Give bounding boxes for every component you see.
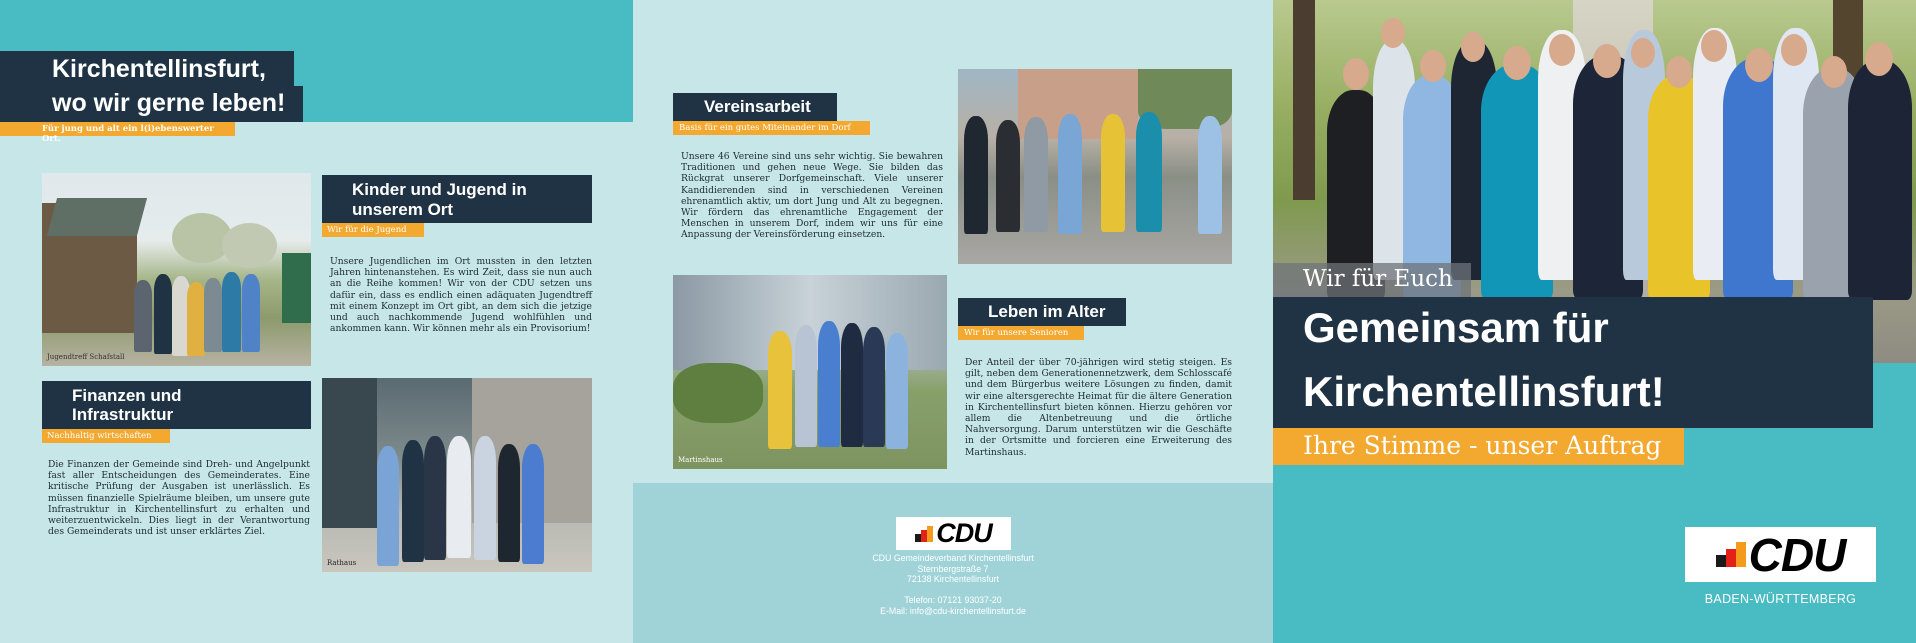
right-headline-line-1: Gemeinsam für [1303,304,1609,351]
kids-subtitle [322,223,424,237]
person [498,444,520,562]
kicker-box [1273,263,1471,297]
person [1198,116,1222,234]
photo-shrubs [673,363,763,423]
person-head [1865,42,1893,76]
kicker-text: Wir für Euch [1303,266,1453,292]
right-headline-line-2: Kirchentellinsfurt! [1303,368,1665,415]
seniors-subtitle-text: Wir für unsere Senioren [964,328,1069,338]
contact-street: Sternbergstraße 7 [917,563,989,574]
kids-body-text: Unsere Jugendlichen im Ort mussten in den letzten Jahren hintenanstehen. Es wird Zeit, dass sie nun auch an die Reihe kommen! Wir von der CDU setzen uns dafür ein, dass es endlich einen adäquaten Jugendtreff mit einem Konzept im Ort gibt, an dem sich die jetzige und auch nachkommende Jugend wohlfühlen und ankommen kann. Wir können mehr als ein Provisorium! [330,256,592,335]
contact-block [633,483,1273,643]
person [222,272,241,352]
town-hall-photo [322,378,592,572]
person [1848,60,1912,300]
left-tagline [0,122,235,144]
clubs-title: Vereinsarbeit [704,97,811,116]
person [841,323,863,447]
seniors-title: Leben im Alter [988,302,1106,321]
person [187,282,205,356]
person [424,436,446,560]
slogan-text: Ihre Stimme - unser Auftrag [1303,431,1662,460]
person-head [1701,30,1727,62]
person [474,436,496,560]
person [818,321,840,447]
cdu-logo-stripes-icon [915,526,933,542]
photo-tree-2 [222,223,277,268]
town-hall-photo-caption: Rathaus [327,559,357,567]
cdu-logo-small [896,517,1011,550]
photo-roof [47,198,147,236]
person [1058,114,1082,234]
person-head [1503,46,1531,80]
seniors-subtitle [958,326,1084,340]
middle-panel [633,0,1273,643]
kids-title-line-1: Kinder und Jugend in [352,180,527,199]
finance-subtitle [42,429,170,443]
kids-title-line-2: unserem Ort [352,200,454,219]
cdu-logo-large [1685,527,1876,582]
person-head [1593,44,1621,78]
photo-building-glass [322,378,377,528]
person [1136,112,1162,232]
person-head [1461,32,1485,62]
clubs-subtitle-text: Basis für ein gutes Miteinander im Dorf [679,123,851,133]
finance-body-text: Die Finanzen der Gemeinde sind Dreh- und Angelpunkt fast aller Entscheidungen des Gemeinderates. Eine kritische Prüfung der Ausgaben ist unerlässlich. Es müssen finanzielle Spielräume bleiben, um unsere gute Infrastruktur in Kirchentellinsfurt zu erhalten und weiterzuentwickeln. Dies liegt in der Verantwortung des Gemeinderats und ist unser erklärtes Ziel. [48,459,310,538]
person-head [1821,56,1847,88]
person-head [1549,34,1575,66]
region-label: BADEN-WÜRTTEMBERG [1704,592,1857,606]
contact-email[interactable]: E-Mail: info@cdu-kirchentellinsfurt.de [880,605,1026,616]
person-head [1420,50,1446,82]
right-panel [1273,0,1916,643]
person-head [1343,58,1369,90]
clubs-body-text: Unsere 46 Vereine sind uns sehr wichtig. Sie bewahren Traditionen und gehen neue Wege. Sie bilden das Rückgrat unserer Dorfgemeinschaft. Viele unserer Kandidierenden sind in verschiedenen Vereinen ehrenamtlich aktiv, um dort Jung und Alt zu begegnen. Wir fördern das ehrenamtliche Engagement der Menschen in unserem Dorf, indem wir uns für eine Anpassung der Vereinsförderung einsetzen. [681,151,943,241]
photo-container [282,253,311,323]
finance-title-line-2: Infrastruktur [72,405,174,424]
person [522,444,544,564]
person [996,120,1020,232]
clubs-subtitle [673,121,870,135]
person [964,116,988,234]
person [377,446,399,566]
person-head [1666,56,1692,88]
person-head [1631,38,1655,68]
contact-org: CDU Gemeindeverband Kirchentellinsfurt [872,553,1034,563]
group-people [1273,0,1916,300]
martinshaus-photo-caption: Martinshaus [678,456,723,464]
person [154,274,172,354]
youth-club-photo [42,173,311,366]
left-headline-line-2: wo wir gerne leben! [52,89,286,117]
contact-lines [633,553,1273,617]
seniors-body-text: Der Anteil der über 70-jährigen wird stetig steigen. Es gilt, neben dem Generationennetzwerk, dem Schlosscafé und dem Bürgerbus weitere Lösungen zu finden, damit wir eine altersgerechte Heimat für die ältere Generation in Kirchentellinsfurt bieten können. Hierzu gehören vor allem die Altenbetreuung und die örtliche Nahversorgung. Darum unterstützen wir die Geschäfte in der Ortsmitte und forcieren eine Erweiterung des Martinshaus. [965,357,1232,458]
person [1101,114,1125,232]
person [795,325,817,447]
cdu-logo-small-text: CDU [936,518,992,548]
contact-phone: Telefon: 07121 93037-20 [904,595,1002,606]
person [1024,117,1048,232]
person-head [1745,48,1773,82]
person [204,278,222,352]
contact-city: 72138 Kirchentellinsfurt [907,574,999,585]
person [134,280,152,352]
person [768,331,792,449]
person [447,436,471,558]
left-tagline-text: Für jung und alt ein l(i)ebenswerter Ort. [42,124,214,144]
left-panel [0,0,633,643]
contact-spacer [633,585,1273,596]
person [242,274,260,352]
kids-subtitle-text: Wir für die Jugend [327,225,407,235]
person-head [1381,18,1405,48]
person-head [1781,34,1807,66]
person [863,327,885,447]
person [886,333,908,449]
slogan-box [1273,428,1684,465]
person [402,440,424,562]
martinshaus-photo [673,275,947,469]
clubs-photo [958,69,1232,264]
cdu-logo-large-text: CDU [1748,528,1846,581]
youth-club-photo-caption: Jugendtreff Schafstall [47,353,125,361]
left-headline-line-1: Kirchentellinsfurt, [52,55,266,83]
cdu-logo-large-stripes-icon [1716,542,1746,567]
finance-subtitle-text: Nachhaltig wirtschaften [47,431,152,441]
finance-title-line-1: Finanzen und [72,386,182,405]
